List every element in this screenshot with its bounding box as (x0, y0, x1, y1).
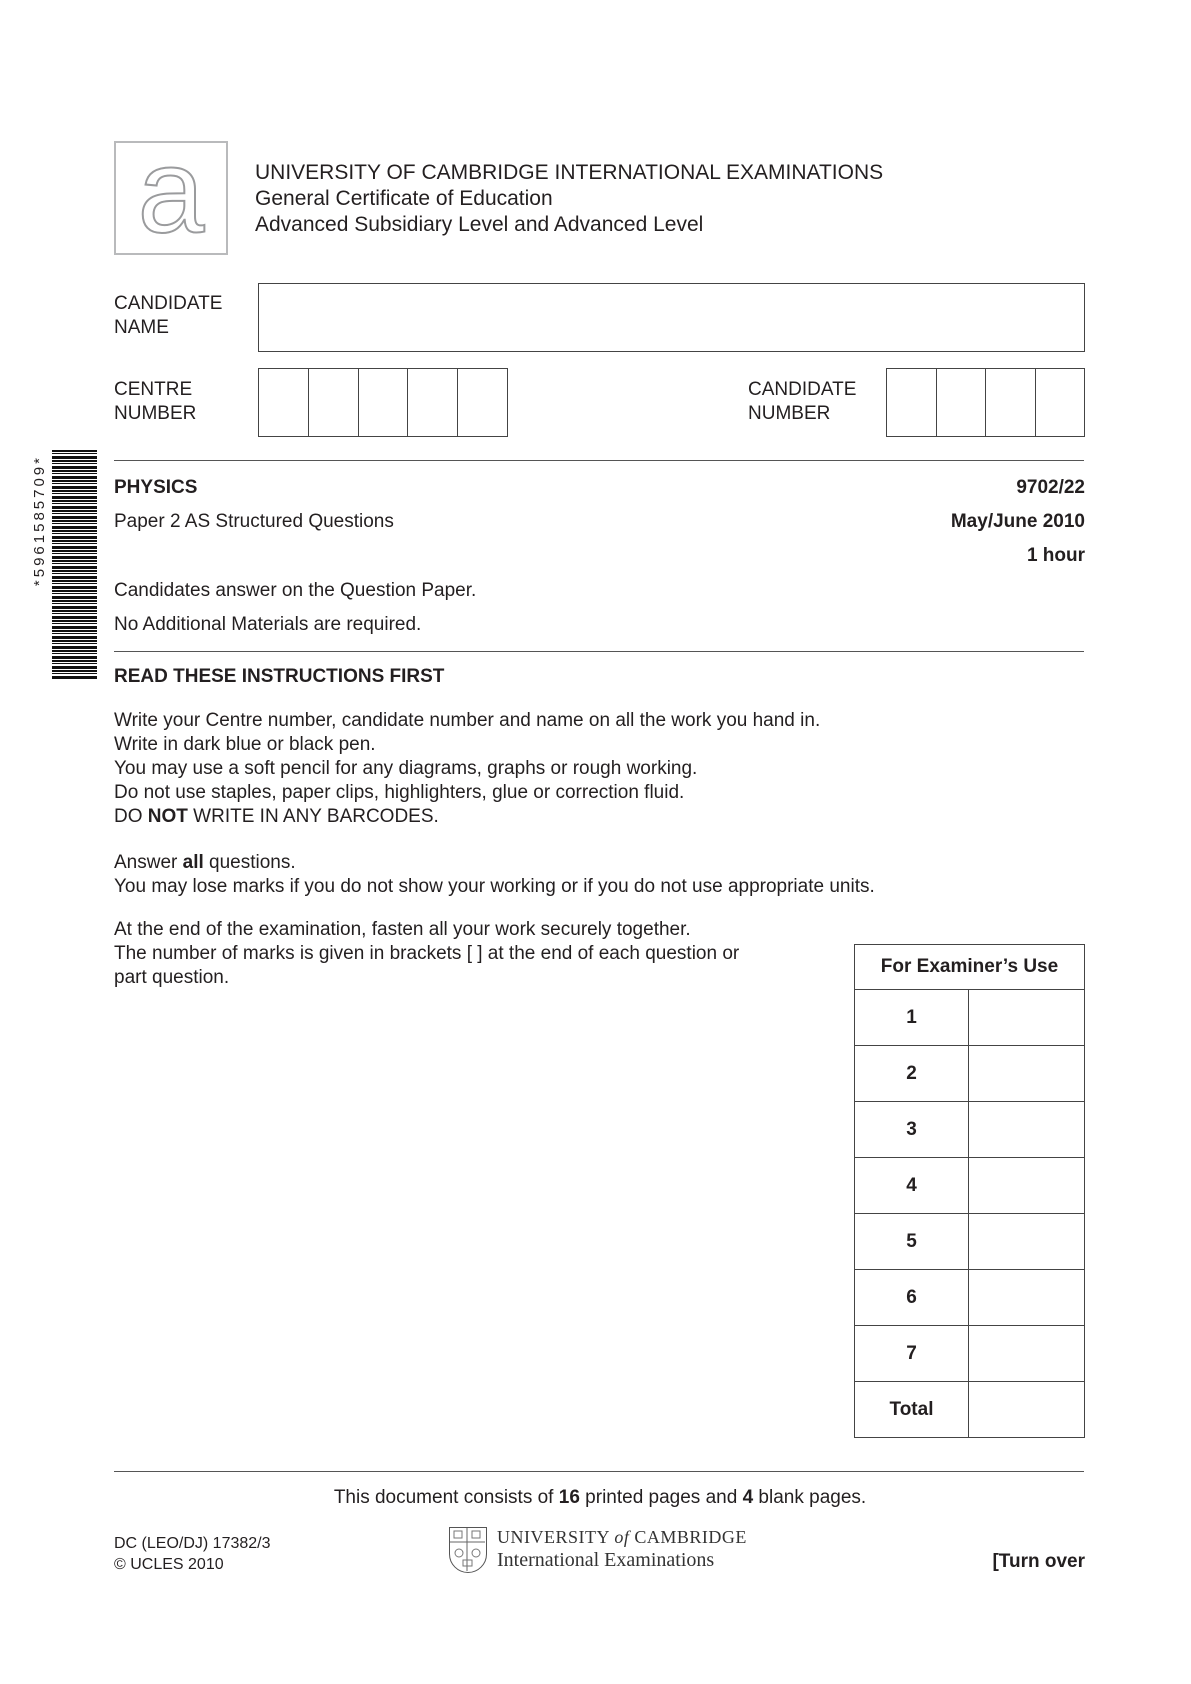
header-line-3: Advanced Subsidiary Level and Advanced Level (255, 213, 704, 236)
candidate-name-field[interactable] (258, 283, 1085, 352)
university-wordmark: UNIVERSITY of CAMBRIDGE International Examinations (497, 1527, 747, 1571)
table-row: 5 (855, 1214, 1085, 1270)
candidate-number-cell[interactable] (887, 369, 937, 436)
materials-line-2: No Additional Materials are required. (114, 614, 422, 635)
subject: PHYSICS (114, 477, 198, 498)
document-reference: DC (LEO/DJ) 17382/3 © UCLES 2010 (114, 1535, 271, 1573)
centre-number-cell[interactable] (359, 369, 409, 436)
mark-cell[interactable] (969, 1326, 1085, 1382)
mark-cell[interactable] (969, 1158, 1085, 1214)
candidate-number-cell[interactable] (986, 369, 1036, 436)
header-line-1: UNIVERSITY OF CAMBRIDGE INTERNATIONAL EXAMINATIONS (255, 161, 884, 184)
paper-title: Paper 2 AS Structured Questions (114, 511, 394, 532)
divider (114, 1471, 1084, 1472)
candidate-number-cell[interactable] (937, 369, 987, 436)
centre-number-field[interactable] (258, 368, 508, 437)
table-row: 7 (855, 1326, 1085, 1382)
centre-number-cell[interactable] (259, 369, 309, 436)
table-row: 1 (855, 990, 1085, 1046)
divider (114, 651, 1084, 652)
instructions-block-3: At the end of the examination, fasten all your work securely together. The number of marks is given in brackets [ ] at the end of each question or part question. (114, 919, 740, 988)
instructions-block-1: Write your Centre number, candidate number and name on all the work you hand in. Write in dark blue or black pen. You may use a soft pencil for any diagrams, graphs or rough working. Do not use staples, paper clips, highlighters, glue or correction fluid. DO NOT WRITE IN ANY BARCODES. (114, 710, 821, 827)
paper-code: 9702/22 (1016, 477, 1085, 498)
page-count: This document consists of 16 printed pages and 4 blank pages. (333, 1487, 867, 1508)
materials-line-1: Candidates answer on the Question Paper. (114, 580, 477, 601)
university-crest-icon (449, 1527, 487, 1573)
candidate-number-cell[interactable] (1036, 369, 1085, 436)
table-row: Total (855, 1382, 1085, 1438)
candidate-number-label: CANDIDATE NUMBER (748, 379, 857, 424)
centre-number-label: CENTRE NUMBER (114, 379, 197, 424)
mark-cell[interactable] (969, 1214, 1085, 1270)
table-header-row (855, 945, 1085, 990)
header-line-2: General Certificate of Education (255, 187, 553, 210)
centre-number-cell[interactable] (309, 369, 359, 436)
table-row: 4 (855, 1158, 1085, 1214)
mark-cell[interactable] (969, 1270, 1085, 1326)
exam-board-logo (114, 124, 228, 258)
candidate-name-label: CANDIDATE NAME (114, 293, 223, 338)
mark-cell[interactable] (969, 1046, 1085, 1102)
centre-number-cell[interactable] (408, 369, 458, 436)
barcode-digits: *5961585709* (31, 455, 48, 587)
table-row: 6 (855, 1270, 1085, 1326)
mark-cell[interactable] (969, 990, 1085, 1046)
mark-cell[interactable] (969, 1102, 1085, 1158)
mark-cell[interactable] (969, 1382, 1085, 1438)
instructions-heading: READ THESE INSTRUCTIONS FIRST (114, 666, 445, 687)
divider (114, 460, 1084, 461)
logo-letter: a (137, 124, 205, 258)
duration: 1 hour (1026, 545, 1085, 566)
instructions-block-2: Answer all questions. You may lose marks if you do not show your working or if you do not use appropriate units. (114, 852, 875, 897)
table-row: 2 (855, 1046, 1085, 1102)
examiner-use-table (854, 944, 1085, 1438)
examiner-table-title: For Examiner’s Use (855, 945, 1085, 990)
turn-over: [Turn over (992, 1551, 1085, 1572)
session: May/June 2010 (950, 511, 1085, 532)
candidate-number-field[interactable] (886, 368, 1085, 437)
centre-number-cell[interactable] (458, 369, 507, 436)
barcode (52, 450, 97, 680)
table-row: 3 (855, 1102, 1085, 1158)
